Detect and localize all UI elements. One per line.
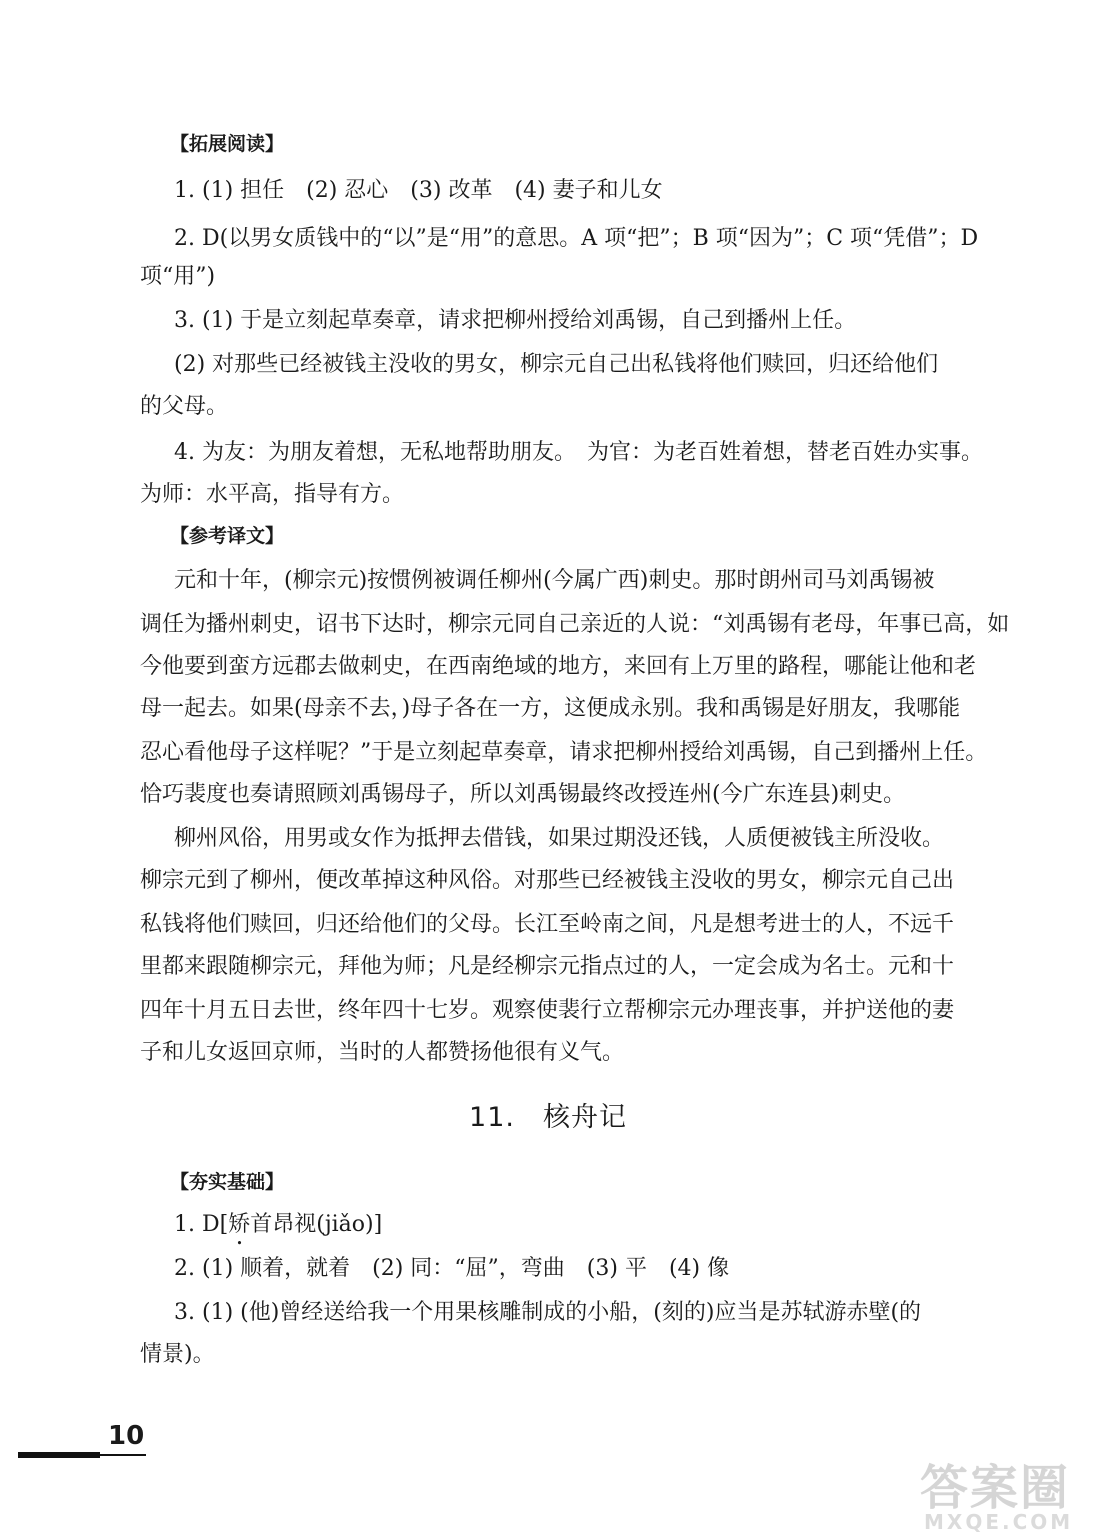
lesson-title: 11. 核舟记 [469, 1102, 627, 1133]
answer-line: (2) 对那些已经被钱主没收的男女，柳宗元自己出私钱将他们赎回，归还给他们 [174, 352, 939, 377]
translation-line: 四年十月五日去世，终年四十七岁。观察使裴行立帮柳宗元办理丧事，并护送他的妻 [140, 998, 955, 1023]
translation-line: 母一起去。如果(母亲不去，)母子各在一方，这便成永别。我和禹锡是好朋友，我哪能 [140, 696, 961, 721]
answer-line: 项“用”) [140, 264, 216, 289]
footer-bar [18, 1452, 100, 1458]
translation-line: 柳州风俗，用男或女作为抵押去借钱，如果过期没还钱，人质便被钱主所没收。 [174, 826, 945, 851]
page-number: 10 [108, 1421, 145, 1451]
watermark-word: 答案圈 [920, 1460, 1071, 1516]
watermark-url: MXQE.COM [924, 1510, 1074, 1534]
heading-reference-translation: 【参考译文】 [170, 525, 285, 547]
answer-line: 的父母。 [140, 394, 229, 419]
answer-line: 为师：水平高，指导有方。 [140, 482, 405, 507]
q1-prefix: 1. D[ [174, 1212, 229, 1237]
q1-rest: 首昂视(jiǎo)] [250, 1212, 383, 1237]
translation-line: 子和儿女返回京师，当时的人都赞扬他很有义气。 [140, 1040, 625, 1065]
translation-line: 私钱将他们赎回，归还给他们的父母。长江至岭南之间，凡是想考进士的人，不远千 [140, 912, 955, 937]
heading-foundation: 【夯实基础】 [170, 1171, 285, 1193]
answer-line: 1. (1) 担任 (2) 忍心 (3) 改革 (4) 妻子和儿女 [174, 178, 663, 203]
answer-line: 情景)。 [140, 1342, 215, 1367]
translation-line: 今他要到蛮方远郡去做刺史，在西南绝域的地方，来回有上万里的路程，哪能让他和老 [140, 654, 977, 679]
answer-line: 4. 为友：为朋友着想，无私地帮助朋友。 为官：为老百姓着想，替老百姓办实事。 [174, 440, 983, 465]
answer-line: 2. (1) 顺着，就着 (2) 同：“屈”，弯曲 (3) 平 (4) 像 [174, 1256, 730, 1281]
translation-line: 元和十年，(柳宗元)按惯例被调任柳州(今属广西)刺史。那时朗州司马刘禹锡被 [174, 568, 935, 593]
translation-line: 忍心看他母子这样呢？”于是立刻起草奏章，请求把柳州授给刘禹锡，自己到播州上任。 [140, 740, 988, 765]
translation-line: 里都来跟随柳宗元，拜他为师；凡是经柳宗元指点过的人，一定会成为名士。元和十 [140, 954, 955, 979]
heading-extended-reading: 【拓展阅读】 [170, 133, 285, 155]
answer-line: 2. D(以男女质钱中的“以”是“用”的意思。A 项“把”；B 项“因为”；C 项“凭借”；D [174, 226, 979, 251]
watermark-logo [920, 1462, 1090, 1532]
answer-line [174, 1210, 1004, 1250]
translation-line: 调任为播州刺史，诏书下达时，柳宗元同自己亲近的人说：“刘禹锡有老母，年事已高，如 [140, 612, 1010, 637]
translation-line: 柳宗元到了柳州，便改革掉这种风俗。对那些已经被钱主没收的男女，柳宗元自己出 [140, 868, 955, 893]
translation-line: 恰巧裴度也奏请照顾刘禹锡母子，所以刘禹锡最终改授连州(今广东连县)刺史。 [140, 782, 906, 807]
answer-line: 3. (1) 于是立刻起草奏章，请求把柳州授给刘禹锡，自己到播州上任。 [174, 308, 857, 333]
answer-line: 3. (1) (他)曾经送给我一个用果核雕制成的小船，(刻的)应当是苏轼游赤壁(的 [174, 1300, 922, 1325]
q1-emphasized-char: 矫 [228, 1212, 251, 1237]
footer-rule [100, 1454, 146, 1456]
